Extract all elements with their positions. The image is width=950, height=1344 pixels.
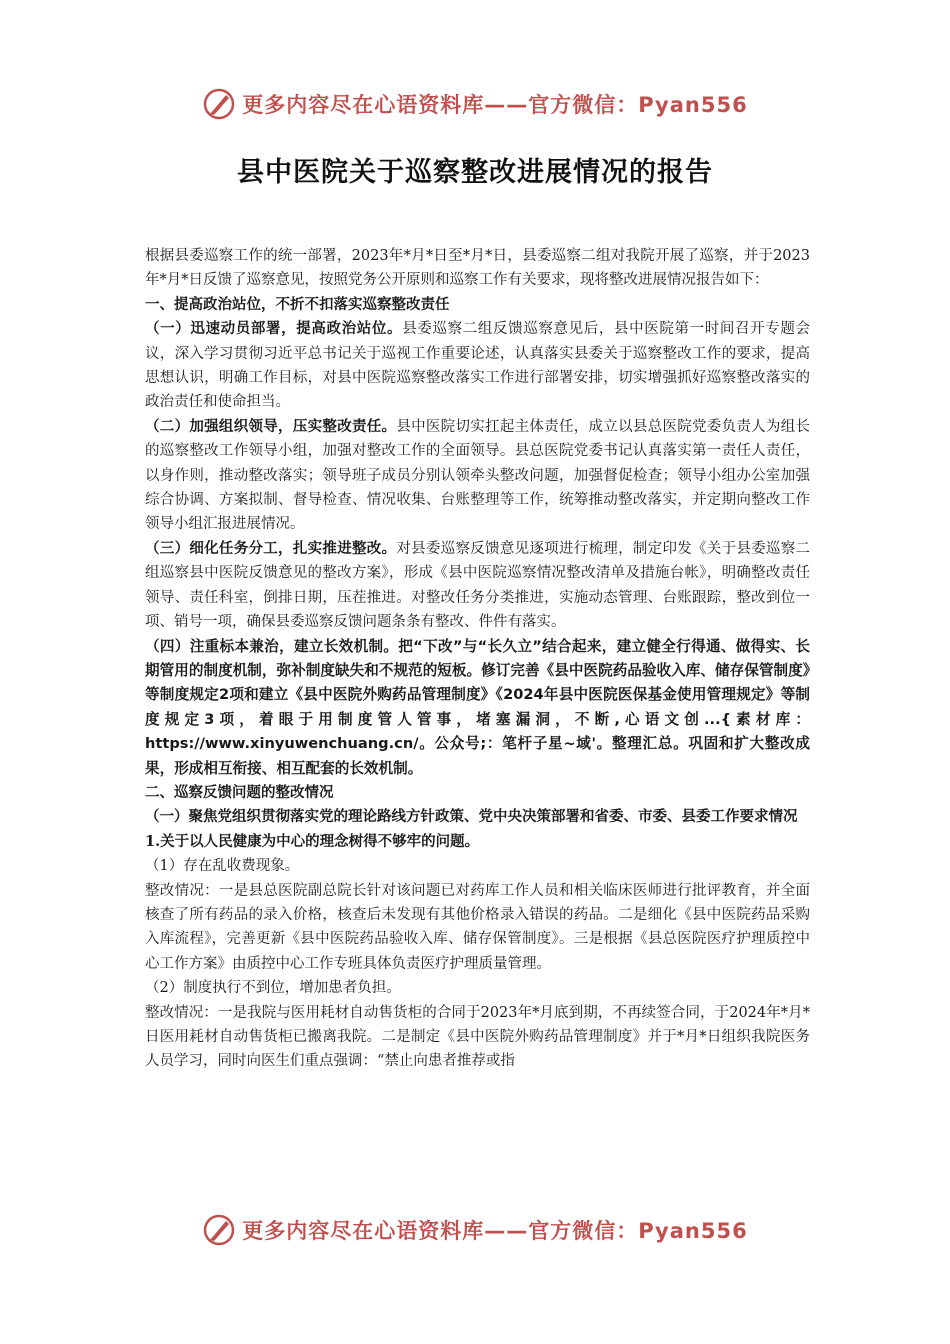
issue-2: （2）制度执行不到位，增加患者负担。: [145, 980, 401, 997]
document-title: 县中医院关于巡察整改进展情况的报告: [237, 157, 713, 188]
section-1-heading: 一、提高政治站位，不折不扣落实巡察整改责任: [145, 295, 450, 313]
watermark-text: 更多内容尽在心语资料库——官方微信：Pyan556: [242, 1219, 748, 1243]
section-1-item-1: [145, 317, 810, 415]
header-watermark-banner: [0, 82, 950, 126]
item-lead: （一）迅速动员部署，提高政治站位。: [145, 320, 403, 338]
section-1-item-2: [145, 415, 810, 537]
issue-1: （1）存在乱收费现象。: [145, 858, 300, 875]
item-body: 把“下改”与“长久立”结合起来，建立健全行得通、做得实、长期管用的制度机制，弥补制度缺失和不规范的短板。修订完善《县中医院药品验收入库、储存保管制度》等制度规定2项和建立《县中医院外购药品管理制度》《2024年县中医院医保基金使用管理规定》等制度规定3项，着眼于用制度管人管事，堵塞漏洞，不断,心语文创...{素材库：https://www.xinyuwenchuang.cn/。公众号;：笔杆子星~域'。整理汇总。巩固和扩大整改成果，形成相互衔接、相互配套的长效机制。: [145, 637, 810, 777]
item-body: 对县委巡察反馈意见逐项进行梳理，制定印发《关于县委巡察二组巡察县中医院反馈意见的整改方案》，形成《县中医院巡察情况整改清单及措施台帐》，明确整改责任领导、责任科室，倒排日期，压茬推进。对整改任务分类推进，实施动态管理、台账跟踪，整改到位一项、销号一项，确保县委巡察反馈问题条条有整改、件件有落实。: [145, 540, 810, 631]
section-1-item-4: [145, 635, 810, 781]
footer-watermark-banner: [0, 1208, 950, 1252]
fix-2-paragraph: 整改情况：一是我院与医用耗材自动售货柜的合同于2023年*月底到期，不再续签合同，于2024年*月*日医用耗材自动售货柜已搬离我院。二是制定《县中医院外购药品管理制度》并于*月*日组织我院医务人员学习，同时向医生们重点强调：“禁止向患者推荐或指: [145, 1004, 810, 1070]
item-body: 县委巡察二组反馈巡察意见后，县中医院第一时间召开专题会议，深入学习贯彻习近平总书记关于巡视工作重要论述，认真落实县委关于巡察整改工作的要求，提高思想认识，明确工作目标，对县中医院巡察整改落实工作进行部署安排，切实增强抓好巡察整改落实的政治责任和使命担当。: [145, 321, 811, 411]
section-1-item-3: [145, 537, 810, 635]
document-body: [145, 244, 810, 1074]
item-lead: （三）细化任务分工，扎实推进整改。: [145, 539, 397, 557]
quill-pen-logo-icon: [202, 1213, 236, 1247]
quill-pen-logo-icon: [202, 87, 236, 121]
problem-1-heading: 1.关于以人民健康为中心的理念树得不够牢的问题。: [145, 832, 480, 850]
section-2-subheading-1: （一）聚焦党组织贯彻落实党的理论路线方针政策、党中央决策部署和省委、市委、县委工作要求情况: [145, 808, 798, 826]
item-body: 县中医院切实扛起主体责任，成立以县总医院党委负责人为组长的巡察整改工作领导小组，加强对整改工作的全面领导。县总医院党委书记认真落实第一责任人责任，以身作则，推动整改落实；领导班子成员分别认领牵头整改问题，加强督促检查；领导小组办公室加强综合协调、方案拟制、督导检查、情况收集、台账整理等工作，统筹推动整改落实，并定期向整改工作领导小组汇报进展情况。: [145, 418, 810, 533]
section-2-heading: 二、巡察反馈问题的整改情况: [145, 783, 334, 801]
intro-paragraph: 根据县委巡察工作的统一部署，2023年*月*日至*月*日，县委巡察二组对我院开展了巡察，并于2023年*月*日反馈了巡察意见，按照党务公开原则和巡察工作有关要求，现将整改进展情况报告如下：: [145, 248, 810, 289]
fix-1-paragraph: 整改情况：一是县总医院副总院长针对该问题已对药库工作人员和相关临床医师进行批评教育，并全面核查了所有药品的录入价格，核查后未发现有其他价格录入错误的药品。二是细化《县中医院药品采购入库流程》，完善更新《县中医院药品验收入库、储存保管制度》。三是根据《县总医院医疗护理质控中心工作方案》由质控中心工作专班具体负责医疗护理质量管理。: [145, 882, 810, 972]
watermark-text: 更多内容尽在心语资料库——官方微信：Pyan556: [242, 93, 748, 117]
item-lead: （四）注重标本兼治，建立长效机制。: [145, 637, 399, 655]
item-lead: （二）加强组织领导，压实整改责任。: [145, 417, 397, 435]
